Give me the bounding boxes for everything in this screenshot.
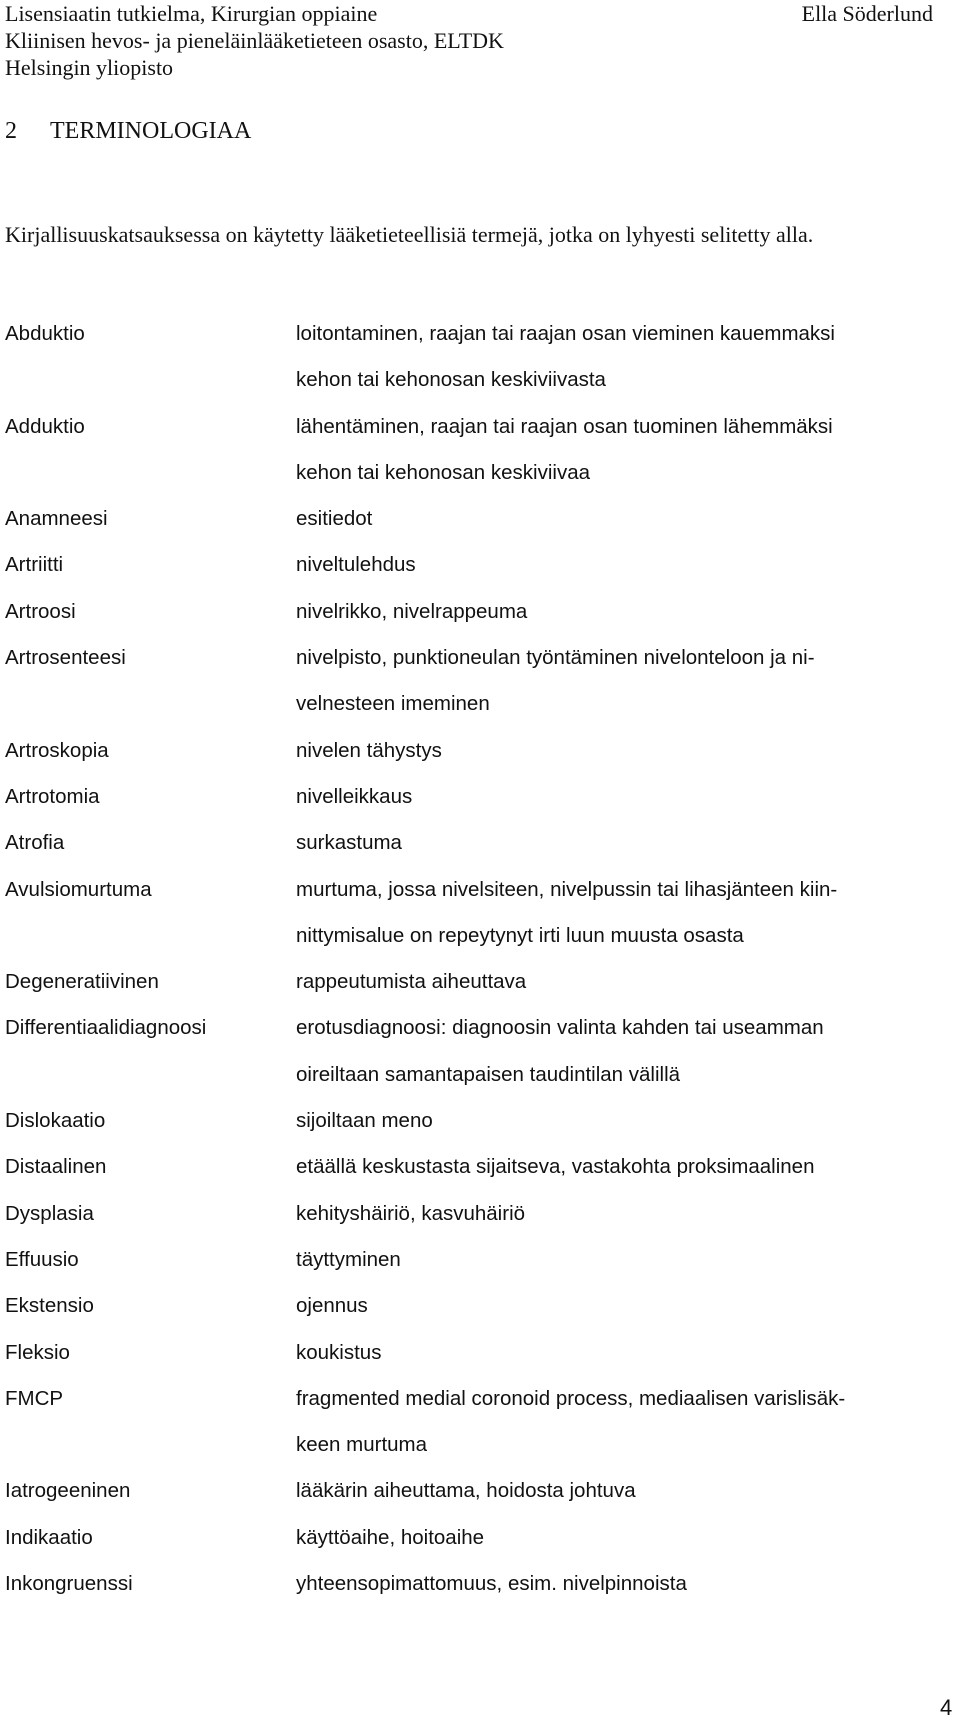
definition-line: oireiltaan samantapaisen taudintilan välillä bbox=[296, 1062, 681, 1086]
header-row-2 bbox=[5, 27, 933, 54]
glossary-entry bbox=[5, 311, 945, 404]
glossary-entry bbox=[5, 404, 945, 497]
glossary-entry bbox=[5, 959, 945, 1005]
glossary-entry bbox=[5, 496, 945, 542]
section-heading bbox=[5, 118, 251, 145]
header-row-1 bbox=[5, 0, 933, 27]
definition-line: yhteensopimattomuus, esim. nivelpinnoista bbox=[296, 1572, 687, 1596]
glossary-term: Dysplasia bbox=[5, 1201, 94, 1225]
definition-line: nittymisalue on repeytynyt irti luun muusta osasta bbox=[296, 923, 744, 947]
definition-line: täyttyminen bbox=[296, 1247, 401, 1271]
glossary-entry bbox=[5, 589, 945, 635]
glossary-entry bbox=[5, 1237, 945, 1283]
university-name: Helsingin yliopisto bbox=[5, 55, 174, 80]
glossary-definition bbox=[296, 867, 945, 960]
glossary-definition bbox=[296, 1515, 945, 1561]
glossary-entry bbox=[5, 728, 945, 774]
definition-line: murtuma, jossa nivelsiteen, nivelpussin tai lihasjänteen kiin- bbox=[296, 877, 838, 901]
definition-line: ojennus bbox=[296, 1294, 368, 1318]
glossary-term: Fleksio bbox=[5, 1340, 70, 1364]
glossary-term: Inkongruenssi bbox=[5, 1572, 133, 1596]
definition-line: velnesteen imeminen bbox=[296, 692, 490, 716]
glossary-entry bbox=[5, 774, 945, 820]
definition-line: kehon tai kehonosan keskiviivasta bbox=[296, 368, 606, 392]
definition-line: keen murtuma bbox=[296, 1433, 428, 1457]
glossary-definition bbox=[296, 1098, 945, 1144]
definition-line: koukistus bbox=[296, 1340, 382, 1364]
glossary-entry bbox=[5, 1283, 945, 1329]
glossary-entry bbox=[5, 867, 945, 960]
glossary-definition bbox=[296, 589, 945, 635]
definition-line: surkastuma bbox=[296, 831, 402, 855]
glossary-term: Dislokaatio bbox=[5, 1109, 106, 1133]
definition-line: kehon tai kehonosan keskiviivaa bbox=[296, 460, 591, 484]
glossary-term: Anamneesi bbox=[5, 507, 108, 531]
department-name: Kliinisen hevos- ja pieneläinlääketieteen osasto, ELTDK bbox=[5, 28, 504, 53]
glossary-definition bbox=[296, 728, 945, 774]
glossary-entry bbox=[5, 1376, 945, 1469]
glossary-definition bbox=[296, 1144, 945, 1190]
glossary-term: Iatrogeeninen bbox=[5, 1479, 131, 1503]
glossary-definition bbox=[296, 1468, 945, 1514]
glossary-term: Atrofia bbox=[5, 831, 65, 855]
definition-line: esitiedot bbox=[296, 507, 373, 531]
glossary-term: Artriitti bbox=[5, 553, 64, 577]
glossary-list bbox=[5, 311, 945, 1607]
header-row-3 bbox=[5, 54, 933, 81]
glossary-entry bbox=[5, 1515, 945, 1561]
glossary-term: Artroosi bbox=[5, 599, 76, 623]
glossary-definition bbox=[296, 1330, 945, 1376]
glossary-term: Differentiaalidiagnoosi bbox=[5, 1016, 207, 1040]
page-number: 4 bbox=[940, 1695, 953, 1720]
author-name: Ella Söderlund bbox=[801, 1, 933, 26]
glossary-definition bbox=[296, 404, 945, 497]
glossary-entry bbox=[5, 1191, 945, 1237]
glossary-entry bbox=[5, 1330, 945, 1376]
thesis-title: Lisensiaatin tutkielma, Kirurgian oppiaine bbox=[5, 1, 378, 26]
glossary-definition bbox=[296, 1237, 945, 1283]
glossary-term: Effuusio bbox=[5, 1247, 79, 1271]
glossary-entry bbox=[5, 1098, 945, 1144]
glossary-entry bbox=[5, 635, 945, 728]
definition-line: nivelrikko, nivelrappeuma bbox=[296, 599, 528, 623]
glossary-definition bbox=[296, 311, 945, 404]
glossary-term: Distaalinen bbox=[5, 1155, 107, 1179]
definition-line: loitontaminen, raajan tai raajan osan vieminen kauemmaksi bbox=[296, 322, 835, 345]
definition-line: nivelleikkaus bbox=[296, 784, 413, 808]
glossary-term: Adduktio bbox=[5, 414, 85, 438]
glossary-definition bbox=[296, 1376, 945, 1469]
glossary-term: Indikaatio bbox=[5, 1525, 93, 1549]
intro-paragraph: Kirjallisuuskatsauksessa on käytetty lääketieteellisiä termejä, jotka on lyhyesti selitetty alla. bbox=[5, 222, 814, 247]
glossary-entry bbox=[5, 1468, 945, 1514]
glossary-definition bbox=[296, 1283, 945, 1329]
glossary-term: Artroskopia bbox=[5, 738, 109, 762]
page-header bbox=[5, 0, 933, 81]
glossary-term: Abduktio bbox=[5, 322, 85, 345]
glossary-definition bbox=[296, 959, 945, 1005]
definition-line: rappeutumista aiheuttava bbox=[296, 970, 527, 994]
definition-line: erotusdiagnoosi: diagnoosin valinta kahden tai useamman bbox=[296, 1016, 824, 1040]
glossary-term: Artrosenteesi bbox=[5, 646, 126, 670]
glossary-term: Artrotomia bbox=[5, 784, 100, 808]
glossary-entry bbox=[5, 1005, 945, 1098]
glossary-definition bbox=[296, 1561, 945, 1607]
glossary-term: Avulsiomurtuma bbox=[5, 877, 152, 901]
section-number: 2 bbox=[5, 118, 17, 144]
glossary-entry bbox=[5, 1144, 945, 1190]
definition-line: lähentäminen, raajan tai raajan osan tuominen lähemmäksi bbox=[296, 414, 833, 438]
definition-line: fragmented medial coronoid process, mediaalisen varislisäk- bbox=[296, 1386, 846, 1410]
definition-line: nivelpisto, punktioneulan työntäminen nivelonteloon ja ni- bbox=[296, 646, 815, 670]
glossary-entry bbox=[5, 1561, 945, 1607]
definition-line: sijoiltaan meno bbox=[296, 1109, 433, 1133]
definition-line: käyttöaihe, hoitoaihe bbox=[296, 1525, 485, 1549]
glossary-term: Degeneratiivinen bbox=[5, 970, 159, 994]
glossary-definition bbox=[296, 774, 945, 820]
definition-line: lääkärin aiheuttama, hoidosta johtuva bbox=[296, 1479, 636, 1503]
glossary-term: Ekstensio bbox=[5, 1294, 94, 1318]
glossary-definition bbox=[296, 542, 945, 588]
section-title: TERMINOLOGIAA bbox=[50, 118, 252, 144]
definition-line: kehityshäiriö, kasvuhäiriö bbox=[296, 1201, 526, 1225]
glossary-definition bbox=[296, 1005, 945, 1098]
glossary-entry bbox=[5, 820, 945, 866]
glossary-definition bbox=[296, 1191, 945, 1237]
definition-line: etäällä keskustasta sijaitseva, vastakohta proksimaalinen bbox=[296, 1155, 815, 1179]
definition-line: nivelen tähystys bbox=[296, 738, 442, 762]
glossary-definition bbox=[296, 496, 945, 542]
glossary-term: FMCP bbox=[5, 1386, 64, 1410]
glossary-entry bbox=[5, 542, 945, 588]
glossary-definition bbox=[296, 635, 945, 728]
glossary-definition bbox=[296, 820, 945, 866]
definition-line: niveltulehdus bbox=[296, 553, 416, 577]
